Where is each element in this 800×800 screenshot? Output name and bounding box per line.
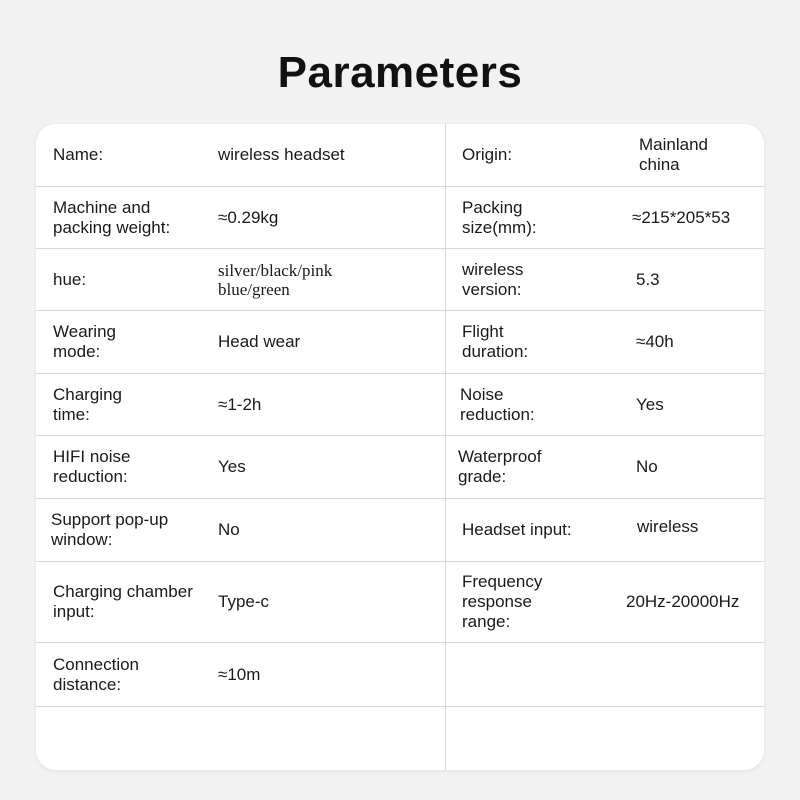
param-label: Flight duration: — [462, 322, 529, 361]
param-label: Origin: — [462, 145, 513, 164]
param-label: HIFI noise reduction: — [53, 447, 131, 486]
param-label: Wearing mode: — [53, 322, 116, 361]
param-value: ≈1-2h — [218, 394, 262, 414]
param-value: 20Hz-20000Hz — [626, 592, 740, 611]
param-value: ≈40h — [636, 332, 674, 351]
param-value: No — [218, 520, 240, 539]
param-label: Waterproof grade: — [458, 447, 542, 486]
param-label: Connection distance: — [53, 654, 140, 694]
param-value: wireless headset — [218, 145, 345, 164]
param-label: Support pop-up window: — [51, 510, 169, 549]
param-value: ≈10m — [218, 664, 261, 684]
param-label: Noise reduction: — [460, 384, 535, 424]
table-row — [36, 249, 764, 311]
table-row — [36, 124, 764, 187]
param-value: silver/black/pink blue/green — [218, 260, 333, 299]
param-value: wireless — [637, 517, 699, 536]
param-label: wireless version: — [462, 259, 524, 299]
table-row — [36, 374, 764, 436]
param-label: Charging time: — [53, 384, 122, 424]
param-value: Yes — [636, 394, 664, 414]
param-value: Type-c — [218, 592, 270, 611]
param-value: No — [636, 457, 658, 476]
param-value: ≈0.29kg — [218, 207, 279, 227]
param-label: Frequency response range: — [462, 572, 543, 631]
table-row — [36, 562, 764, 643]
page-title: Parameters — [277, 48, 523, 97]
param-label: Charging chamber input: — [53, 582, 193, 621]
param-value: ≈215*205*53 — [632, 207, 731, 227]
param-label: Machine and packing weight: — [53, 197, 171, 237]
param-label: Packing size(mm): — [462, 197, 537, 237]
table-row — [36, 311, 764, 374]
table-row — [36, 499, 764, 562]
param-label: hue: — [53, 269, 87, 289]
param-value: 5.3 — [636, 269, 660, 289]
table-row — [36, 643, 764, 707]
param-value: Yes — [218, 457, 246, 476]
table-row — [36, 187, 764, 249]
parameters-table — [36, 124, 764, 770]
table-row — [36, 436, 764, 499]
param-value: Mainland china — [639, 135, 708, 174]
param-value: Head wear — [218, 332, 301, 351]
param-label: Headset input: — [462, 520, 572, 539]
param-label: Name: — [53, 145, 104, 164]
